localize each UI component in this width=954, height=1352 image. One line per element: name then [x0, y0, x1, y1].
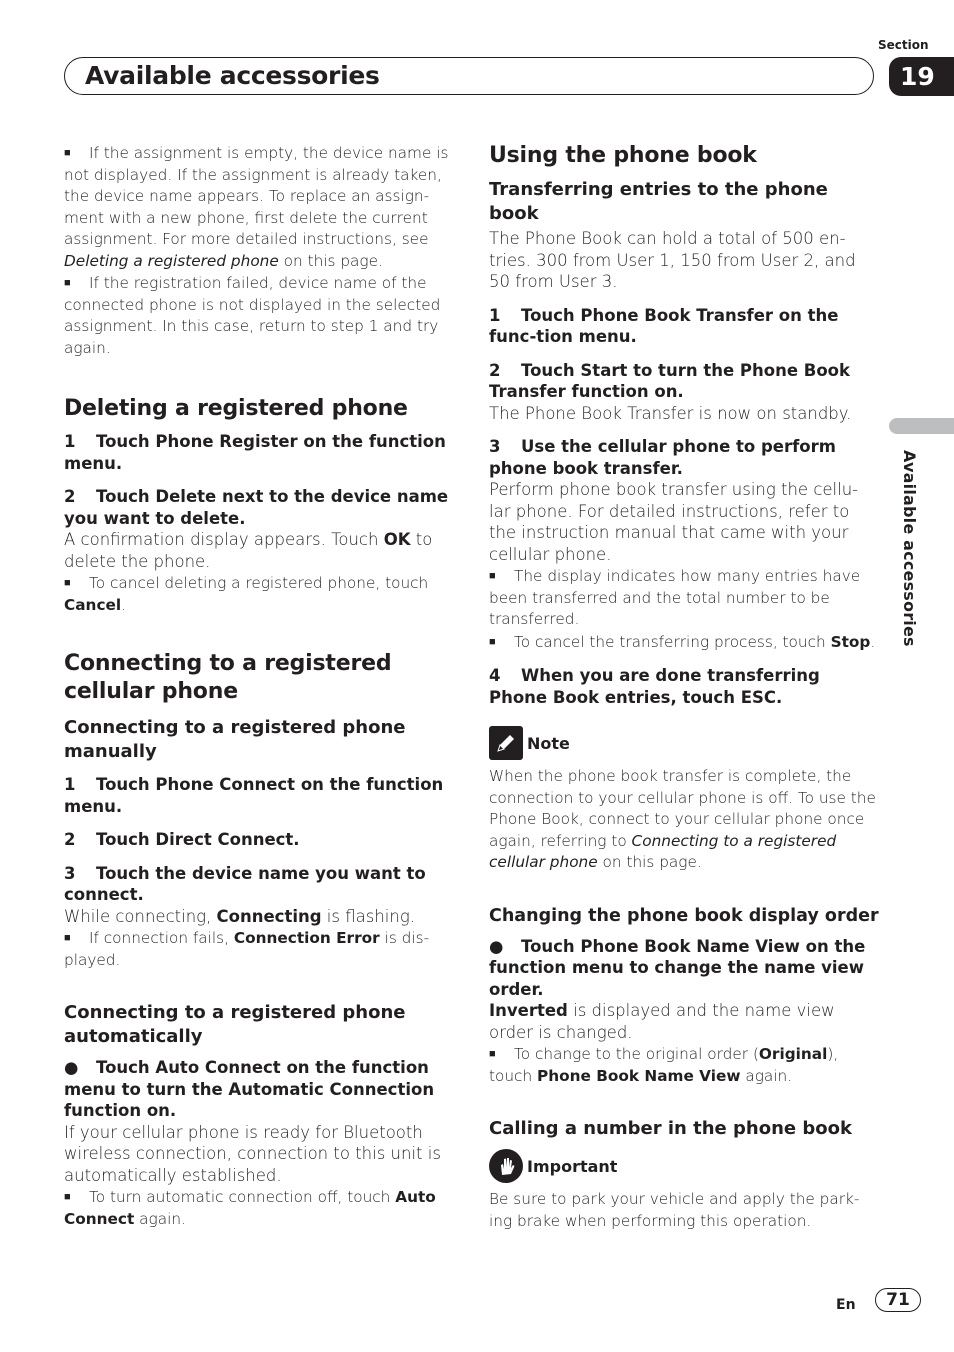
auto-step: ● Touch Auto Connect on the function menu to turn the Automatic Connection function on. [64, 1058, 435, 1120]
bullet-square-icon: ■ [64, 276, 71, 289]
subheading-display-order: Changing the phone book display order [489, 905, 879, 926]
manual-step-2: 2 Touch Direct Connect. [64, 830, 300, 849]
important-label: Important [527, 1156, 618, 1176]
delete-bullet: ■ To cancel deleting a registered phone, touch Cancel. [64, 574, 429, 614]
page-title: Available accessories [85, 61, 380, 90]
intro-bullet-2: ■ If the registration failed, device name of the connected phone is not displayed in the selected assignment. In this case, return to step 1 and try again. [64, 274, 441, 357]
transfer-body: The Phone Book can hold a total of 500 en-tries. 300 from User 1, 150 from User 2, and 50 from User 3. [489, 229, 856, 291]
left-column [64, 142, 454, 1230]
order-body: Inverted is displayed and the name view order is changed. [489, 1001, 835, 1042]
hand-stop-icon [489, 1149, 523, 1183]
subheading-manual: Connecting to a registered phone manually [64, 717, 406, 762]
order-step: ● Touch Phone Book Name View on the function menu to change the name view order. [489, 936, 866, 999]
bullet-dot-icon: ● [489, 936, 504, 956]
right-column [489, 142, 879, 1232]
subheading-automatic: Connecting to a registered phone automatically [64, 1002, 406, 1047]
manual-step-3: 3 Touch the device name you want to connect. [64, 863, 426, 904]
subheading-transfer: Transferring entries to the phone book [489, 179, 828, 224]
bullet-square-icon: ■ [489, 634, 496, 648]
page-number: 71 [875, 1288, 921, 1312]
section-number-badge: 19 [889, 57, 954, 96]
manual-body: While connecting, Connecting is flashing. [64, 906, 415, 926]
bullet-square-icon: ■ [64, 146, 71, 159]
transfer-bullet-2: ■ To cancel the transferring process, touch Stop. [489, 632, 876, 651]
section-label: Section [878, 38, 929, 52]
transfer-step-3: 3 Use the cellular phone to perform phone book transfer. [489, 437, 836, 478]
note-label: Note [527, 733, 570, 753]
heading-deleting: Deleting a registered phone [64, 396, 408, 421]
delete-step-2: 2 Touch Delete next to the device name you want to delete. [64, 487, 449, 528]
bullet-square-icon: ■ [64, 1190, 71, 1203]
language-label: En [836, 1297, 856, 1313]
delete-body: A confirmation display appears. Touch OK to delete the phone. [64, 530, 433, 571]
side-tab-label: Available accessories [900, 450, 919, 647]
transfer-step-1: 1 Touch Phone Book Transfer on the func-tion menu. [489, 305, 839, 346]
manual-step-1: 1 Touch Phone Connect on the function menu. [64, 775, 444, 816]
auto-bullet: ■ To turn automatic connection off, touch Auto Connect again. [64, 1188, 436, 1228]
transfer-step-2: 2 Touch Start to turn the Phone Book Transfer function on. [489, 360, 850, 401]
transfer-bullet-1: ■ The display indicates how many entries have been transferred and the total number to be transferred. [489, 567, 861, 628]
important-body: Be sure to park your vehicle and apply the park-ing brake when performing this operation. [489, 1190, 860, 1230]
heading-connecting: Connecting to a registered cellular phone [64, 651, 392, 704]
auto-body: If your cellular phone is ready for Bluetooth wireless connection, connection to this unit is automatically established. [64, 1122, 441, 1185]
bullet-square-icon: ■ [64, 931, 71, 944]
bullet-square-icon: ■ [489, 569, 496, 582]
intro-bullet-1: ■ If the assignment is empty, the device name is not displayed. If the assignment is already taken, the device name appears. To replace an assign-ment with a new phone, first delete the current assignment. For more detailed instructions, see Deleting a registered phone on this page. [64, 144, 449, 270]
title-bar [64, 57, 874, 95]
side-tab-marker [889, 418, 954, 434]
bullet-square-icon: ■ [64, 576, 71, 589]
important-header [489, 1149, 879, 1183]
pencil-icon [489, 726, 523, 760]
transfer-step-4: 4 When you are done transferring Phone Book entries, touch ESC. [489, 666, 820, 707]
manual-bullet: ■ If connection fails, Connection Error is dis-played. [64, 929, 430, 969]
order-bullet: ■ To change to the original order (Original), touch Phone Book Name View again. [489, 1045, 839, 1085]
subheading-calling: Calling a number in the phone book [489, 1118, 852, 1139]
bullet-square-icon: ■ [489, 1047, 496, 1060]
note-body: When the phone book transfer is complete, the connection to your cellular phone is off. To use the Phone Book, connect to your cellular phone once again, referring to Connecting to a registered cellular phone on this page. [489, 767, 876, 871]
delete-step-1: 1 Touch Phone Register on the function menu. [64, 432, 446, 473]
transfer-step-3-body: Perform phone book transfer using the cellu-lar phone. For detailed instructions, refer to the instruction manual that came with your cellular phone. [489, 480, 859, 564]
transfer-step-2-body: The Phone Book Transfer is now on standby. [489, 403, 852, 423]
note-header [489, 726, 879, 760]
bullet-dot-icon: ● [64, 1058, 79, 1077]
heading-phone-book: Using the phone book [489, 143, 757, 168]
